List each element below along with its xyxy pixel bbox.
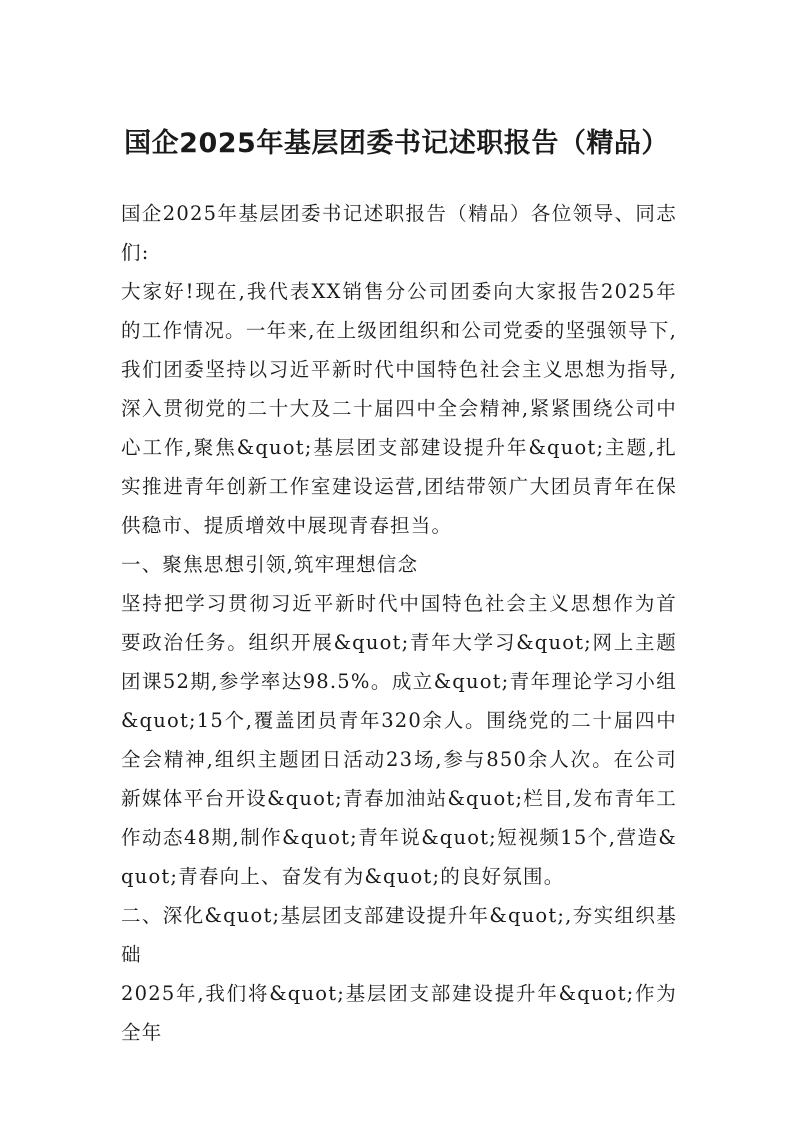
document-body: [121, 194, 677, 1052]
section-heading-2: 二、深化&quot;基层团支部建设提升年&quot;,夯实组织基础: [121, 904, 677, 966]
document-title: 国企2025年基层团委书记述职报告（精品）: [124, 128, 669, 159]
opening-paragraph: 国企2025年基层团委书记述职报告（精品）各位领导、同志们:: [121, 202, 677, 264]
section-1-paragraph: 坚持把学习贯彻习近平新时代中国特色社会主义思想作为首要政治任务。组织开展&quot;青年大学习&quot;网上主题团课52期,参学率达98.5%。成立&quot;青年理论学习小组&quot;15个,覆盖团员青年320余人。围绕党的二十届四中全会精神,组织主题团日活动23场,参与850余人次。在公司新媒体平台开设&quot;青春加油站&quot;栏目,发布青年工作动态48期,制作&quot;青年说&quot;短视频15个,营造&quot;青春向上、奋发有为&quot;的良好氛围。: [121, 592, 677, 888]
section-2-paragraph: 2025年,我们将&quot;基层团支部建设提升年&quot;作为全年: [121, 982, 677, 1044]
intro-paragraph: 大家好!现在,我代表XX销售分公司团委向大家报告2025年的工作情况。一年来,在上级团组织和公司党委的坚强领导下,我们团委坚持以习近平新时代中国特色社会主义思想为指导,深入贯彻党的二十大及二十届四中全会精神,紧紧围绕公司中心工作,聚焦&quot;基层团支部建设提升年&quot;主题,扎实推进青年创新工作室建设运营,团结带领广大团员青年在保供稳市、提质增效中展现青春担当。: [121, 280, 677, 537]
section-heading-1: 一、聚焦思想引领,筑牢理想信念: [121, 553, 419, 576]
